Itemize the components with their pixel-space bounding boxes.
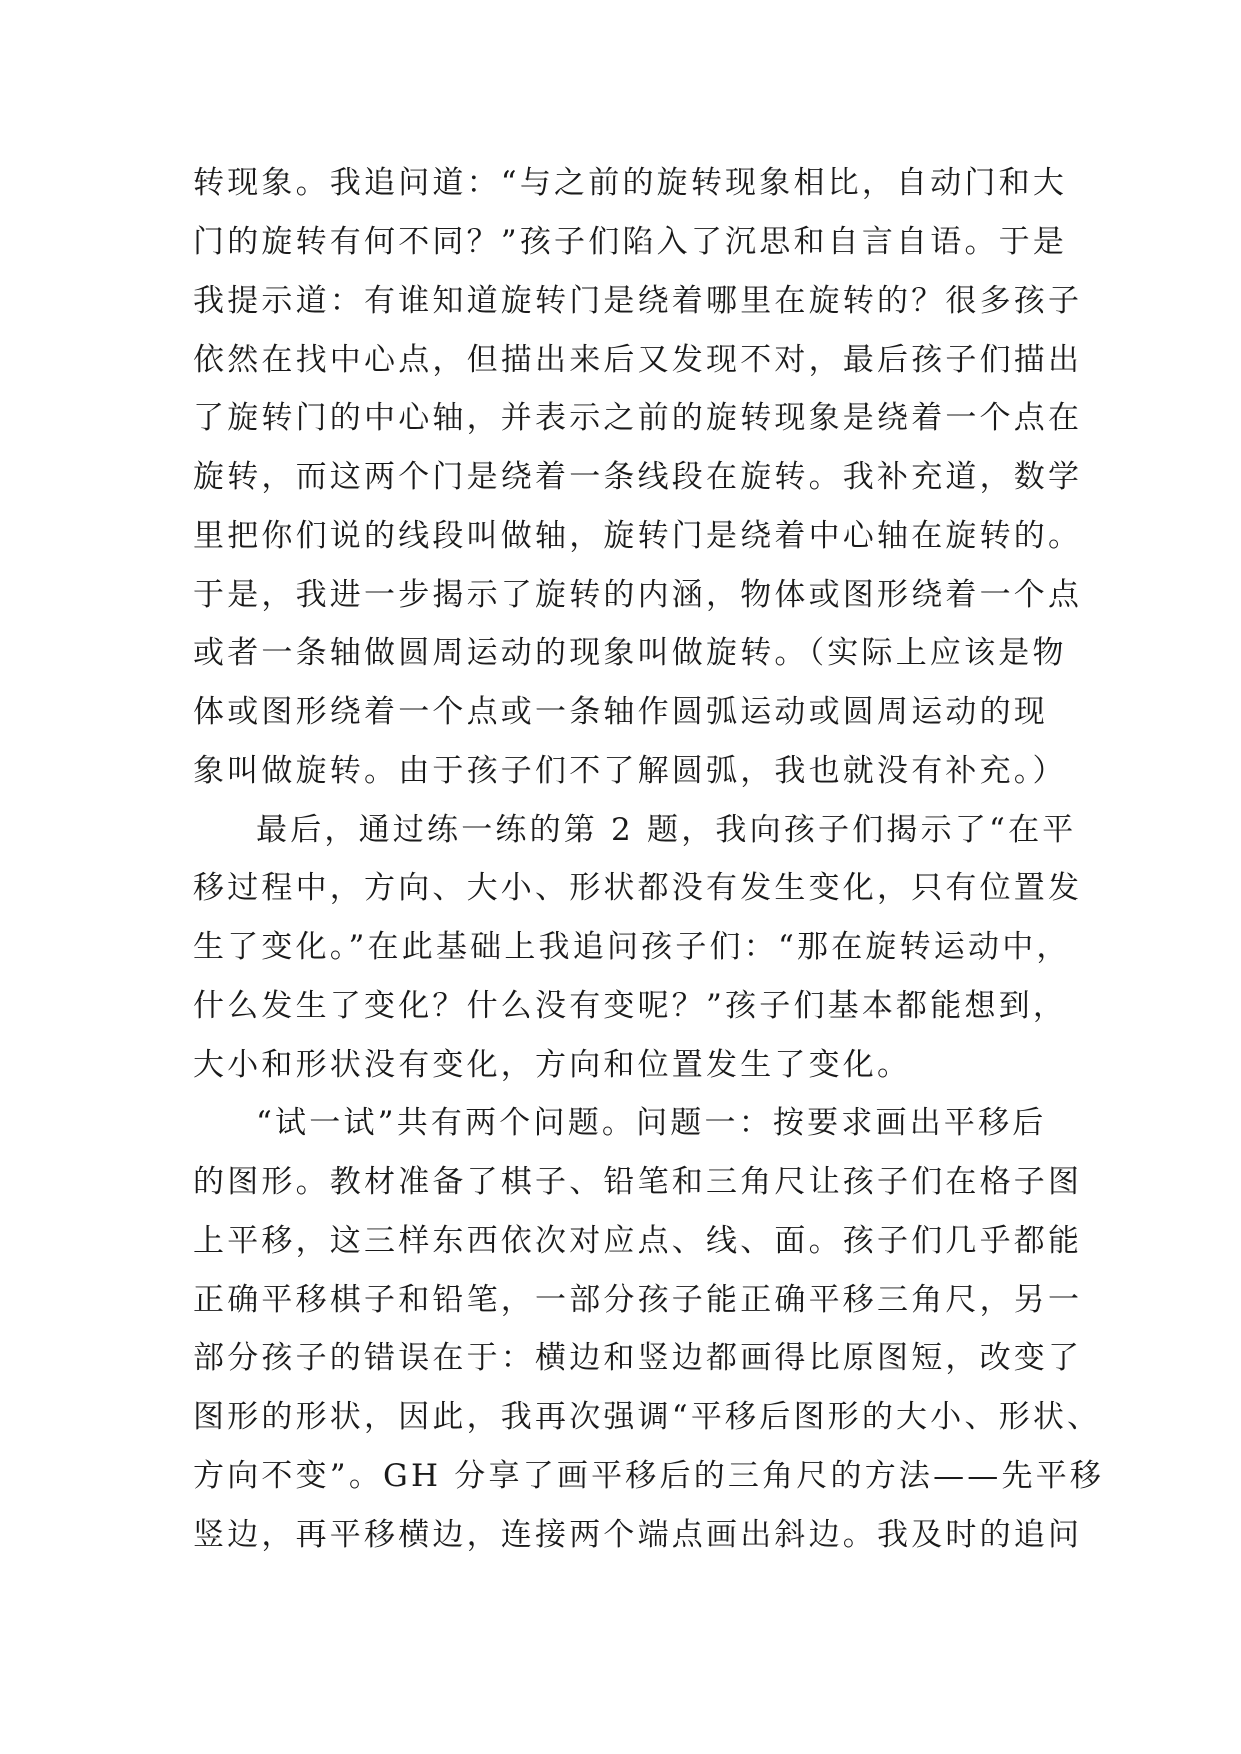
text-line: 体或图形绕着一个点或一条轴作圆弧运动或圆周运动的现 (193, 694, 1048, 730)
text-line: 最后，通过练一练的第 2 题，我向孩子们揭示了“在平 (256, 812, 1077, 848)
text-line: 部分孩子的错误在于：横边和竖边都画得比原图短，改变了 (193, 1340, 1083, 1376)
text-line: 上平移，这三样东西依次对应点、线、面。孩子们几乎都能 (193, 1223, 1083, 1259)
text-line: 转现象。我追问道：“与之前的旋转现象相比，自动门和大 (193, 165, 1068, 201)
text-line: 门的旋转有何不同？”孩子们陷入了沉思和自言自语。于是 (193, 224, 1068, 260)
text-line: 于是，我进一步揭示了旋转的内涵，物体或图形绕着一个点 (193, 577, 1083, 613)
text-line: 依然在找中心点，但描出来后又发现不对，最后孩子们描出 (193, 342, 1083, 378)
text-line: 移过程中，方向、大小、形状都没有发生变化，只有位置发 (193, 870, 1083, 906)
text-line: 我提示道：有谁知道旋转门是绕着哪里在旋转的？很多孩子 (193, 283, 1083, 319)
text-line: 的图形。教材准备了棋子、铅笔和三角尺让孩子们在格子图 (193, 1164, 1083, 1200)
text-line: 什么发生了变化？什么没有变呢？”孩子们基本都能想到， (193, 988, 1068, 1024)
text-line: 生了变化。”在此基础上我追问孩子们：“那在旋转运动中， (193, 929, 1071, 965)
text-line: 正确平移棋子和铅笔，一部分孩子能正确平移三角尺，另一 (193, 1282, 1083, 1318)
text-line: 方向不变”。GH 分享了画平移后的三角尺的方法——先平移 (193, 1458, 1105, 1494)
text-line: 里把你们说的线段叫做轴，旋转门是绕着中心轴在旋转的。 (193, 518, 1083, 554)
text-line: 或者一条轴做圆周运动的现象叫做旋转。（实际上应该是物 (193, 635, 1067, 671)
text-line: 旋转，而这两个门是绕着一条线段在旋转。我补充道，数学 (193, 459, 1083, 495)
text-line: 图形的形状，因此，我再次强调“平移后图形的大小、形状、 (193, 1399, 1102, 1435)
text-line: 了旋转门的中心轴，并表示之前的旋转现象是绕着一个点在 (193, 400, 1083, 436)
text-line: 竖边，再平移横边，连接两个端点画出斜边。我及时的追问 (193, 1517, 1083, 1553)
text-line: 大小和形状没有变化，方向和位置发生了变化。 (193, 1047, 912, 1083)
text-line: “试一试”共有两个问题。问题一：按要求画出平移后 (256, 1105, 1047, 1141)
text-line: 象叫做旋转。由于孩子们不了解圆弧，我也就没有补充。） (193, 753, 1067, 789)
